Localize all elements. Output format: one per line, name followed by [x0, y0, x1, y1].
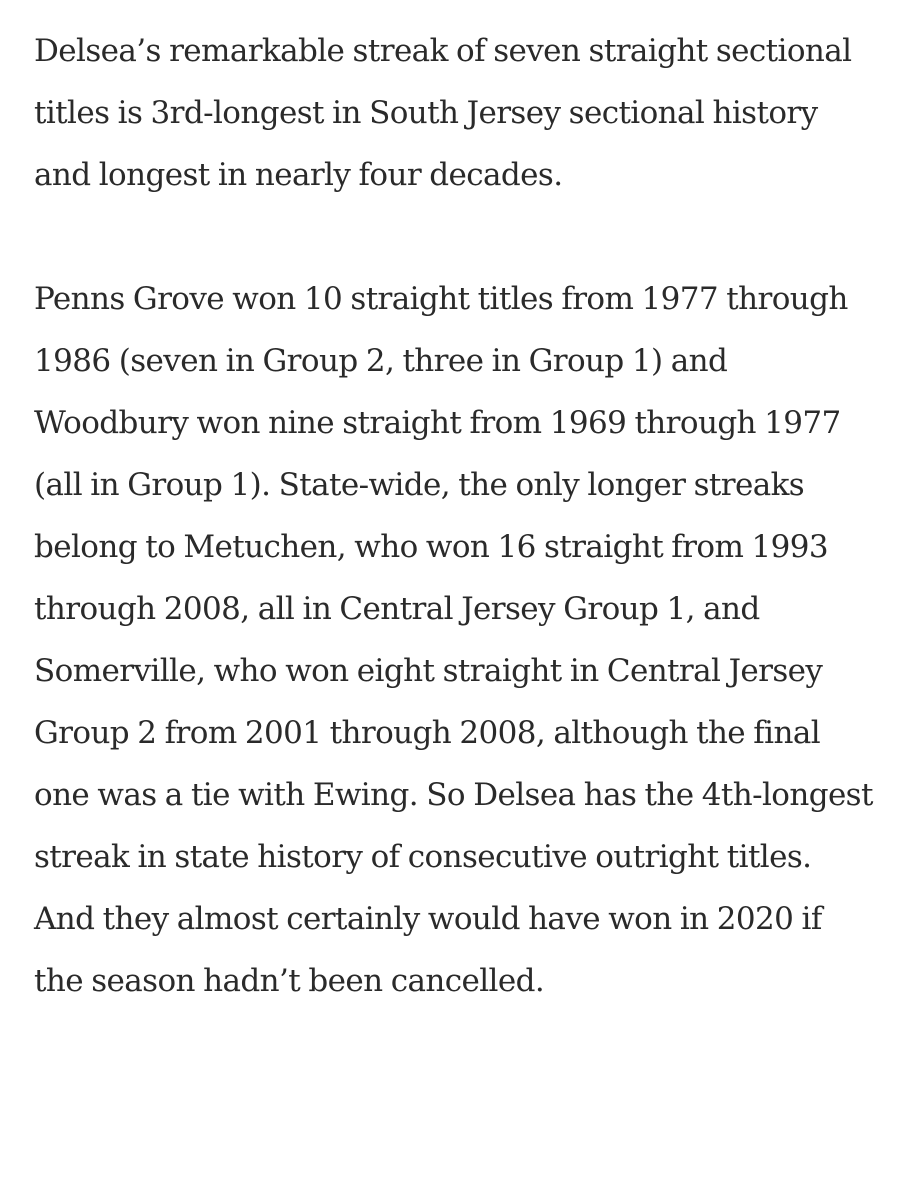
article-body	[34, 20, 874, 1012]
paragraph-delsea-streak: Delsea’s remarkable streak of seven straight sectional titles is 3rd-longest in South Jersey sectional history and longest in nearly four decades.	[34, 33, 852, 193]
paragraph-streak-comparison: Penns Grove won 10 straight titles from 1977 through 1986 (seven in Group 2, three in Group 1) and Woodbury won nine straight from 1969 through 1977 (all in Group 1). State-wide, the only longer streaks belong to Metuchen, who won 16 straight from 1993 through 2008, all in Central Jersey Group 1, and Somerville, who won eight straight in Central Jersey Group 2 from 2001 through 2008, although the final one was a tie with Ewing. So Delsea has the 4th-longest streak in state history of consecutive outright titles. And they almost certainly would have won in 2020 if the season hadn’t been cancelled.	[34, 281, 873, 999]
